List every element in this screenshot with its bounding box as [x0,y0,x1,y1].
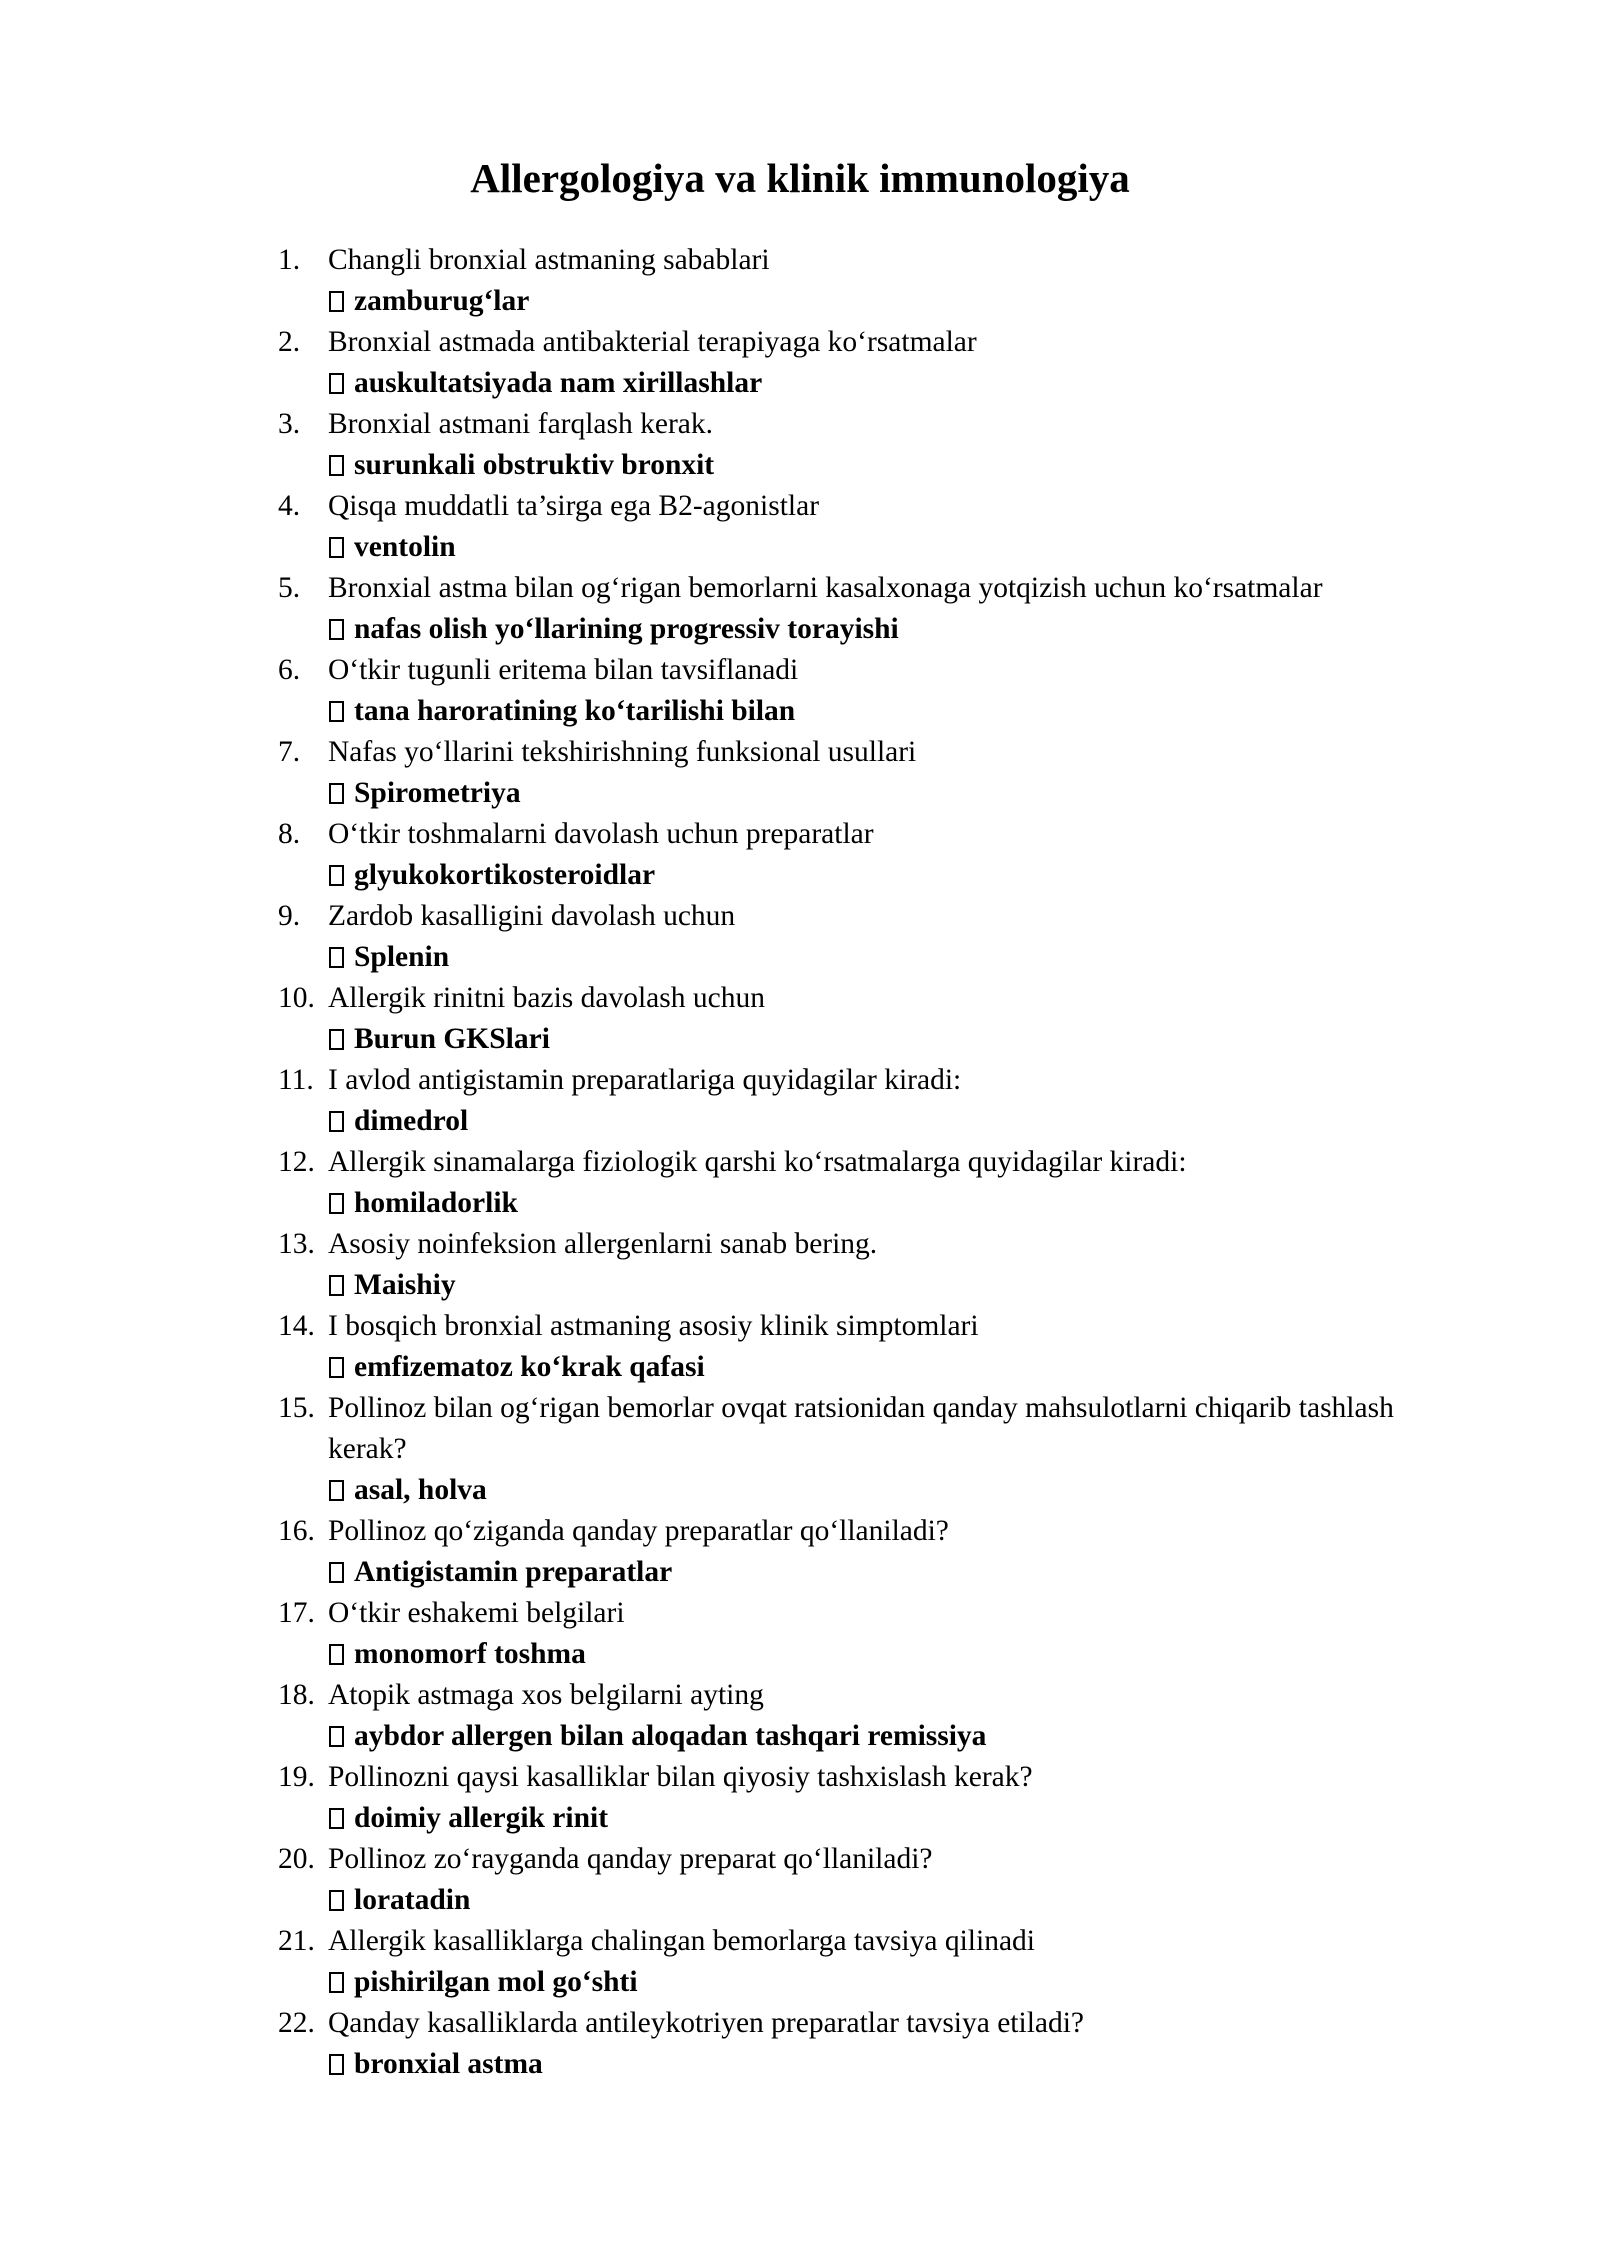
question-row [0,568,1600,609]
question-text: Qanday kasalliklarda antileykotriyen preparatlar tavsiya etiladi? [328,2007,1085,2039]
missing-glyph-box-icon [329,455,344,476]
answer-row [0,1470,1600,1511]
answer-text: nafas olish yo‘llarining progressiv torayishi [354,613,899,645]
answer-text: loratadin [354,1884,471,1916]
answer-row [0,1347,1600,1388]
question-row [0,322,1600,363]
question-text: O‘tkir eshakemi belgilari [328,1597,625,1629]
question-number: 21. [278,1925,315,1957]
missing-glyph-box-icon [329,1357,344,1378]
question-number: 15. [278,1392,315,1424]
answer-text: asal, holva [354,1474,487,1506]
question-text: I bosqich bronxial astmaning asosiy klinik simptomlari [328,1310,979,1342]
question-text: Pollinoz zo‘rayganda qanday preparat qo‘llaniladi? [328,1843,933,1875]
missing-glyph-box-icon [329,1890,344,1911]
question-row [0,978,1600,1019]
answer-row [0,1716,1600,1757]
answer-row [0,773,1600,814]
question-number: 12. [278,1146,315,1178]
question-item [0,1839,1600,1921]
question-row [0,1839,1600,1880]
missing-glyph-box-icon [329,947,344,968]
question-list [0,240,1600,2085]
missing-glyph-box-icon [329,1644,344,1665]
question-item [0,1511,1600,1593]
question-text: Pollinoz bilan og‘rigan bemorlar ovqat ratsionidan qanday mahsulotlarni chiqarib tashlash kerak? [328,1392,1394,1465]
answer-text: pishirilgan mol go‘shti [354,1966,638,1998]
answer-text: auskultatsiyada nam xirillashlar [354,367,763,399]
question-number: 6. [278,654,301,686]
question-item [0,2003,1600,2085]
answer-row [0,281,1600,322]
answer-row [0,1265,1600,1306]
question-item [0,568,1600,650]
answer-row [0,937,1600,978]
missing-glyph-box-icon [329,1808,344,1829]
missing-glyph-box-icon [329,1480,344,1501]
answer-row [0,1101,1600,1142]
question-number: 19. [278,1761,315,1793]
question-number: 17. [278,1597,315,1629]
question-number: 1. [278,244,301,276]
answer-text: Burun GKSlari [354,1023,550,1055]
question-item [0,1306,1600,1388]
answer-row [0,1798,1600,1839]
missing-glyph-box-icon [329,1562,344,1583]
missing-glyph-box-icon [329,537,344,558]
answer-row [0,691,1600,732]
page-title: Allergologiya va klinik immunologiya [470,155,1130,201]
question-row [0,1224,1600,1265]
missing-glyph-box-icon [329,1111,344,1132]
answer-row [0,445,1600,486]
answer-text: doimiy allergik rinit [354,1802,609,1834]
question-number: 2. [278,326,301,358]
question-row [0,1675,1600,1716]
question-number: 9. [278,900,301,932]
question-item [0,1224,1600,1306]
answer-text: emfizematoz ko‘krak qafasi [354,1351,705,1383]
question-row [0,650,1600,691]
question-number: 5. [278,572,301,604]
missing-glyph-box-icon [329,2054,344,2075]
question-row [0,1593,1600,1634]
question-item [0,1757,1600,1839]
answer-text: glyukokortikosteroidlar [354,859,656,891]
missing-glyph-box-icon [329,1726,344,1747]
question-item [0,322,1600,404]
question-number: 11. [278,1064,314,1096]
question-text: I avlod antigistamin preparatlariga quyidagilar kiradi: [328,1064,962,1096]
question-row [0,732,1600,773]
question-number: 20. [278,1843,315,1875]
question-text: Qisqa muddatli ta’sirga ega B2-agonistlar [328,490,820,522]
question-number: 22. [278,2007,315,2039]
answer-row [0,363,1600,404]
question-number: 13. [278,1228,315,1260]
question-text: Zardob kasalligini davolash uchun [328,900,736,932]
missing-glyph-box-icon [329,1972,344,1993]
question-item [0,650,1600,732]
question-item [0,896,1600,978]
question-row [0,1757,1600,1798]
question-item [0,1593,1600,1675]
question-text: Bronxial astmani farqlash kerak. [328,408,714,440]
question-text: Changli bronxial astmaning sabablari [328,244,770,276]
question-row [0,1921,1600,1962]
question-number: 4. [278,490,301,522]
question-row [0,896,1600,937]
question-row [0,1511,1600,1552]
answer-row [0,1019,1600,1060]
answer-row [0,1183,1600,1224]
question-number: 10. [278,982,315,1014]
answer-text: monomorf toshma [354,1638,586,1670]
answer-row [0,527,1600,568]
question-number: 8. [278,818,301,850]
answer-text: tana haroratining ko‘tarilishi bilan [354,695,796,727]
question-row [0,1306,1600,1347]
question-row [0,2003,1600,2044]
question-item [0,1921,1600,2003]
missing-glyph-box-icon [329,373,344,394]
question-row [0,486,1600,527]
question-item [0,814,1600,896]
missing-glyph-box-icon [329,1029,344,1050]
question-item [0,732,1600,814]
missing-glyph-box-icon [329,783,344,804]
answer-row [0,1880,1600,1921]
answer-text: Antigistamin preparatlar [354,1556,673,1588]
question-row [0,814,1600,855]
question-item [0,404,1600,486]
question-text: Bronxial astmada antibakterial terapiyaga ko‘rsatmalar [328,326,977,358]
question-row [0,1388,1600,1470]
question-number: 7. [278,736,301,768]
answer-text: zamburug‘lar [354,285,530,317]
question-number: 16. [278,1515,315,1547]
question-row [0,1060,1600,1101]
question-text: Pollinoz qo‘ziganda qanday preparatlar qo‘llaniladi? [328,1515,949,1547]
missing-glyph-box-icon [329,1193,344,1214]
question-text: O‘tkir toshmalarni davolash uchun preparatlar [328,818,874,850]
answer-text: aybdor allergen bilan aloqadan tashqari remissiya [354,1720,987,1752]
answer-text: dimedrol [354,1105,469,1137]
question-row [0,1142,1600,1183]
question-text: Atopik astmaga xos belgilarni ayting [328,1679,764,1711]
question-item [0,1675,1600,1757]
question-text: Pollinozni qaysi kasalliklar bilan qiyosiy tashxislash kerak? [328,1761,1033,1793]
answer-row [0,1552,1600,1593]
question-item [0,240,1600,322]
question-text: O‘tkir tugunli eritema bilan tavsiflanadi [328,654,799,686]
question-number: 18. [278,1679,315,1711]
question-text: Allergik kasalliklarga chalingan bemorlarga tavsiya qilinadi [328,1925,1035,1957]
answer-row [0,855,1600,896]
question-number: 3. [278,408,301,440]
question-item [0,486,1600,568]
answer-text: homiladorlik [354,1187,518,1219]
missing-glyph-box-icon [329,701,344,722]
question-text: Bronxial astma bilan og‘rigan bemorlarni kasalxonaga yotqizish uchun ko‘rsatmalar [328,572,1323,604]
answer-row [0,2044,1600,2085]
answer-row [0,1962,1600,2003]
answer-text: Maishiy [354,1269,456,1301]
answer-text: bronxial astma [354,2048,543,2080]
missing-glyph-box-icon [329,619,344,640]
question-text: Nafas yo‘llarini tekshirishning funksional usullari [328,736,917,768]
question-text: Asosiy noinfeksion allergenlarni sanab bering. [328,1228,878,1260]
question-row [0,240,1600,281]
missing-glyph-box-icon [329,291,344,312]
question-item [0,1142,1600,1224]
missing-glyph-box-icon [329,865,344,886]
question-item [0,1060,1600,1142]
answer-text: Splenin [354,941,450,973]
answer-row [0,1634,1600,1675]
answer-row [0,609,1600,650]
question-item [0,1388,1600,1511]
answer-text: surunkali obstruktiv bronxit [354,449,715,481]
question-text: Allergik rinitni bazis davolash uchun [328,982,765,1014]
question-text: Allergik sinamalarga fiziologik qarshi ko‘rsatmalarga quyidagilar kiradi: [328,1146,1187,1178]
answer-text: Spirometriya [354,777,521,809]
missing-glyph-box-icon [329,1275,344,1296]
answer-text: ventolin [354,531,456,563]
question-row [0,404,1600,445]
question-number: 14. [278,1310,315,1342]
question-item [0,978,1600,1060]
